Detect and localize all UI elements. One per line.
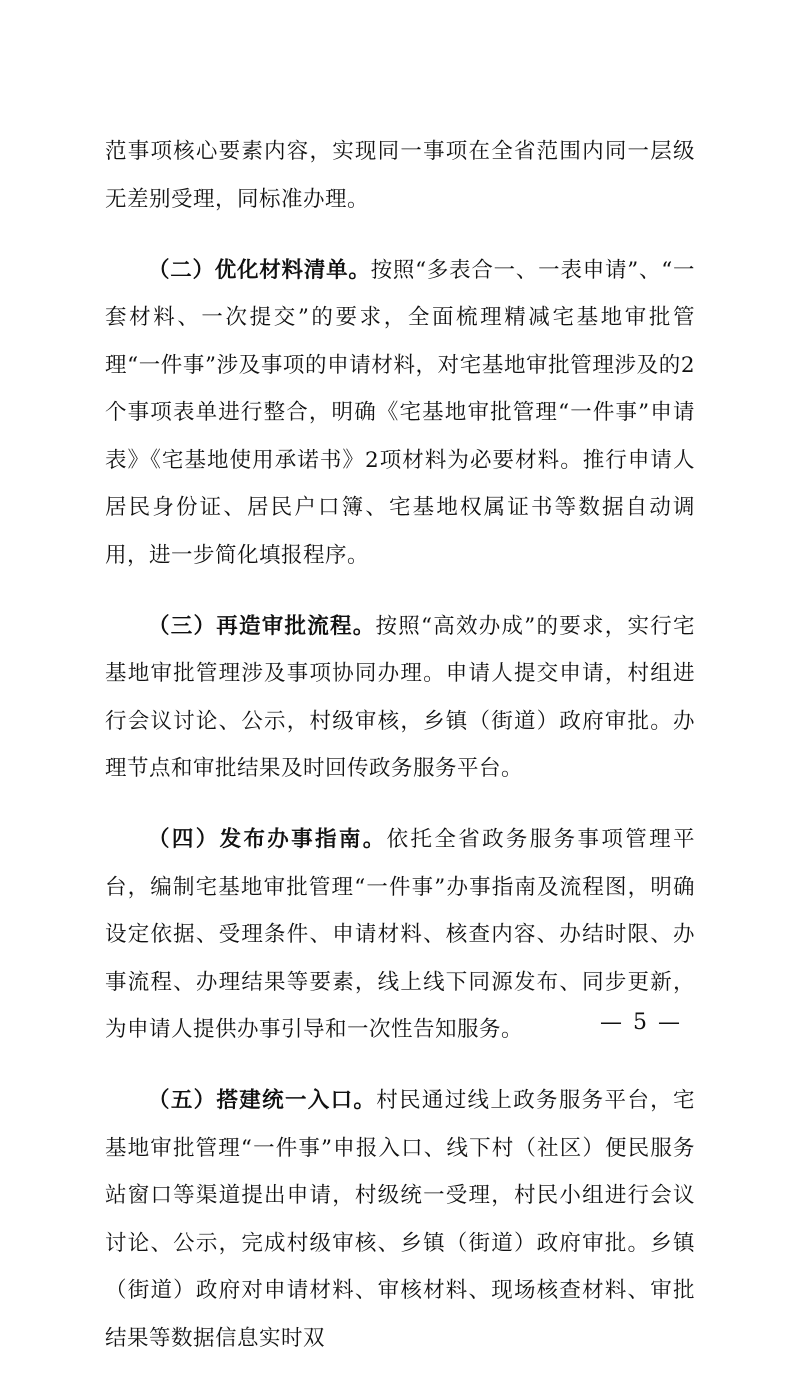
paragraph-text: 按照“多表合一、一表申请”、“一套材料、一次提交”的要求，全面梳理精减宅基地审批管理“一件事”涉及事项的申请材料，对宅基地审批管理涉及的2个事项表单进行整合，明确《宅基地审批管理“一件事”申请表》《宅基地使用承诺书》2项材料为必要材料。推行申请人居民身份证、居民户口簿、宅基地权属证书等数据自动调用，进一步简化填报程序。 [105,257,695,568]
paragraph-heading: （二）优化材料清单。 [148,257,371,283]
page-number: — 5 — [600,1010,682,1035]
paragraph-text: 村民通过线上政务服务平台，宅基地审批管理“一件事”申报入口、线下村（社区）便民服务站窗口等渠道提出申请，村级统一受理，村民小组进行会议讨论、公示，完成村级审核、乡镇（街道）政府审批。乡镇（街道）政府对申请材料、审核材料、现场核查材料、审批结果等数据信息实时双 [105,1088,695,1351]
paragraph-optimize-materials [105,247,695,580]
paragraph-heading: （五）搭建统一入口。 [148,1088,377,1113]
paragraph-text: 范事项核心要素内容，实现同一事项在全省范围内同一层级无差别受理，同标准办理。 [105,139,695,212]
paragraph-heading: （三）再造审批流程。 [148,613,376,639]
paragraph-continuation [105,128,695,223]
paragraph-text: 按照“高效办成”的要求，实行宅基地审批管理涉及事项协同办理。申请人提交申请，村组进行会议讨论、公示，村级审核，乡镇（街道）政府审批。办理节点和审批结果及时回传政务服务平台。 [105,613,695,781]
paragraph-heading: （四）发布办事指南。 [148,827,387,852]
paragraph-text: 依托全省政务服务事项管理平台，编制宅基地审批管理“一件事”办事指南及流程图，明确设定依据、受理条件、申请材料、核查内容、办结时限、办事流程、办理结果等要素，线上线下同源发布、同步更新，为申请人提供办事引导和一次性告知服务。 [105,827,695,1042]
paragraph-reengineer-process [105,603,695,793]
paragraph-unified-entry [105,1077,695,1362]
document-body [105,128,695,1386]
